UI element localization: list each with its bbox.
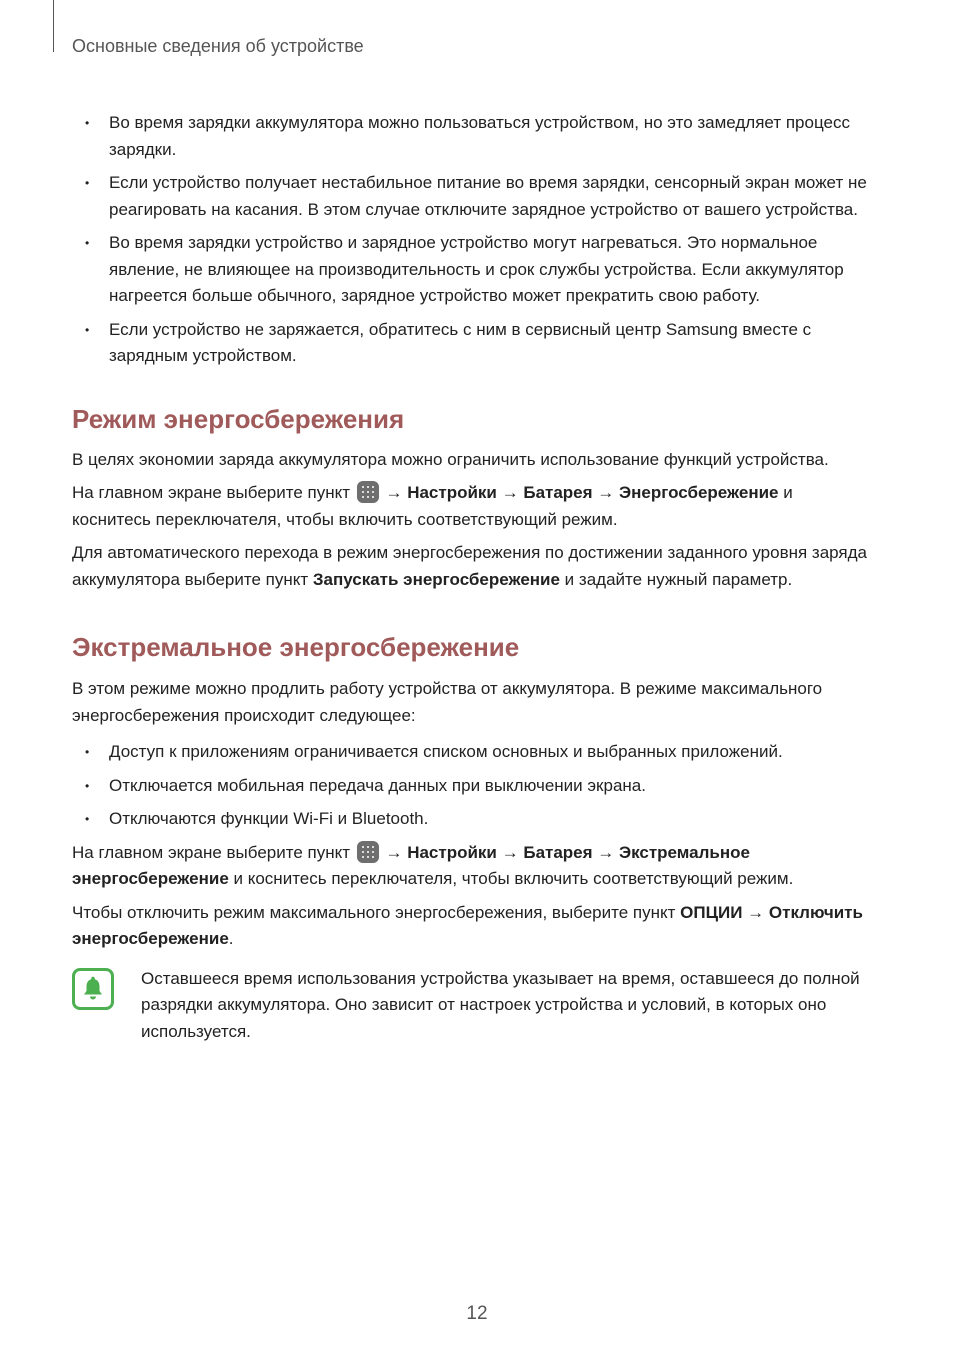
intro-bullet-list — [72, 110, 872, 370]
list-item: • Если устройство получает нестабильное питание во время зарядки, сенсорный экран может не реагировать на касания. В этом случае отключите зарядное устройство от вашего устройства. — [72, 170, 872, 223]
paragraph: Чтобы отключить режим максимального энергосбережения, выберите пункт ОПЦИИ → Отключить энергосбережение. — [72, 902, 863, 948]
apps-icon — [357, 481, 379, 503]
bullet-icon: • — [85, 236, 90, 250]
list-item: • Если устройство не заряжается, обратитесь с ним в сервисный центр Samsung вместе с зарядным устройством. — [72, 317, 872, 370]
section-heading-extreme-power-saving: Экстремальное энергосбережение — [72, 632, 520, 662]
list-item: • Доступ к приложениям ограничивается списком основных и выбранных приложений. — [72, 739, 872, 766]
menu-path-disable-power-saving: Отключить энергосбережение — [72, 902, 863, 948]
bullet-icon: • — [85, 116, 90, 130]
note-text: Оставшееся время использования устройства указывает на время, оставшееся до полной разрядки аккумулятора. Оно зависит от настроек устройства и условий, в которых оно используется. — [141, 968, 860, 1041]
bullet-icon: • — [85, 778, 90, 793]
bullet-icon: • — [85, 745, 90, 759]
notification-bell-icon — [72, 968, 114, 1010]
paragraph: В целях экономии заряда аккумулятора можно ограничить использование функций устройства. — [72, 449, 829, 469]
bullet-icon: • — [85, 176, 90, 190]
list-item: • Отключаются функции Wi-Fi и Bluetooth. — [72, 806, 872, 833]
menu-path-power-saving: Энергосбережение — [619, 483, 779, 502]
menu-path-extreme-power-saving: Экстремальное энергосбережение — [72, 842, 750, 888]
section-heading-power-saving: Режим энергосбережения — [72, 403, 405, 434]
menu-path-settings: Настройки — [407, 483, 497, 502]
paragraph: На главном экране выберите пункт → Настройки → Батарея → Экстремальное энергосбережение и коснитесь переключателя, чтобы включить соответствующий режим. — [72, 842, 794, 888]
page-content — [72, 110, 872, 1045]
header-divider-line — [53, 0, 54, 52]
menu-path-settings: Настройки — [407, 842, 497, 862]
list-item: • Отключается мобильная передача данных при выключении экрана. — [72, 773, 872, 800]
page-number: 12 — [466, 1303, 488, 1324]
bullet-icon: • — [85, 812, 90, 826]
paragraph: Для автоматического перехода в режим энергосбережения по достижении заданного уровня заряда аккумулятора выберите пункт Запускать энергосбережение и задайте нужный параметр. — [72, 543, 868, 589]
menu-path-battery: Батарея — [523, 483, 593, 502]
menu-path-battery: Батарея — [523, 842, 593, 862]
list-item: • Во время зарядки устройство и зарядное устройство могут нагреваться. Это нормальное явление, не влияющее на производительность и срок службы устройства. Если аккумулятор нагреется больше обычного, зарядное устройство может прекратить свою работу. — [72, 230, 872, 310]
option-start-power-saving: Запускать энергосбережение — [312, 569, 560, 589]
running-header: Основные сведения об устройстве — [72, 36, 364, 56]
paragraph: В этом режиме можно продлить работу устройства от аккумулятора. В режиме максимального энергосбережения происходит следующее: — [72, 679, 823, 725]
apps-icon — [357, 841, 379, 863]
note-block — [72, 966, 872, 1046]
paragraph: На главном экране выберите пункт → Настройки → Батарея → Энергосбережение и коснитесь переключателя, чтобы включить соответствующий режим. — [72, 483, 793, 529]
bullet-icon: • — [85, 322, 90, 337]
extreme-bullet-list — [72, 739, 872, 833]
list-item: • Во время зарядки аккумулятора можно пользоваться устройством, но это замедляет процесс зарядки. — [72, 110, 872, 163]
menu-path-options: ОПЦИИ — [680, 902, 743, 922]
